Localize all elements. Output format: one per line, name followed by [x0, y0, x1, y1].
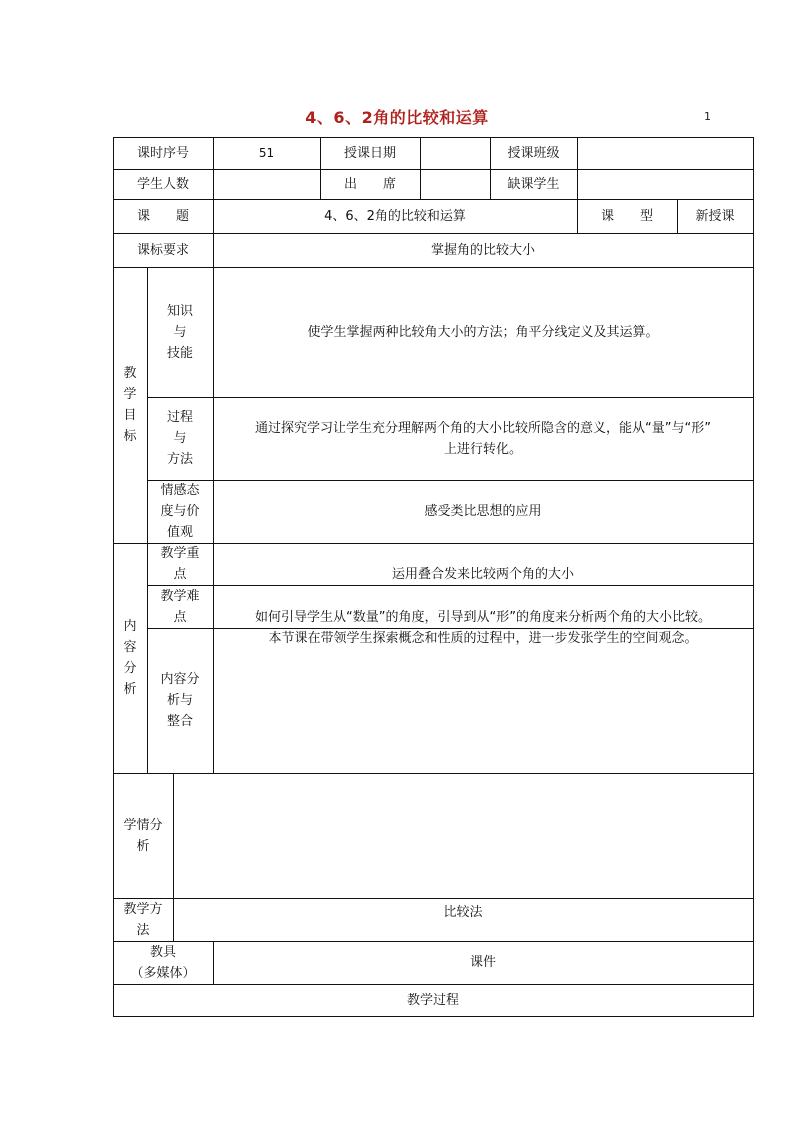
absent-value: [577, 169, 753, 199]
process-value: 通过探究学习让学生充分理解两个角的大小比较所隐含的意义，能从“量”与“形” 上进行转化。: [255, 420, 711, 457]
lesson-seq-value: 51: [258, 145, 275, 160]
type-label: 课 型: [600, 208, 653, 224]
learner-analysis-label: 学情分 析: [123, 817, 163, 854]
process-label: 过程 与 方法: [166, 410, 193, 467]
class-value: [577, 137, 753, 169]
knowledge-label: 知识 与 技能: [166, 303, 193, 361]
integration-value: 本节课在带领学生探索概念和性质的过程中，进一步发张学生的空间观念。: [268, 631, 698, 646]
knowledge-value: 使学生掌握两种比较角大小的方法；角平分线定义及其运算。: [307, 324, 659, 340]
students-value: [213, 169, 320, 199]
content-analysis-label: 内 容 分 析: [123, 619, 137, 697]
lesson-seq-label: 课时序号: [136, 145, 189, 161]
method-value: 比较法: [443, 905, 483, 920]
key-points-value: 运用叠合发来比较两个角的大小: [391, 567, 574, 582]
students-label: 学生人数: [136, 176, 189, 192]
learner-analysis-value: [173, 773, 753, 898]
curriculum-label: 课标要求: [136, 242, 189, 258]
page-number: 1: [704, 110, 711, 123]
key-points-label: 教学重 点: [160, 546, 200, 582]
difficulties-value: 如何引导学生从“数量”的角度，引导到从“形”的角度来分析两个角的大小比较。: [255, 610, 711, 625]
emotion-value: 感受类比思想的应用: [424, 504, 542, 519]
emotion-label: 情感态 度与价 值观: [160, 483, 200, 540]
lesson-date-label: 授课日期: [343, 145, 396, 161]
type-value: 新授课: [695, 208, 735, 224]
teaching-process-heading: 教学过程: [406, 992, 459, 1008]
tools-label: 教具 （多媒体）: [130, 944, 196, 981]
integration-label: 内容分 析与 整合: [160, 672, 200, 729]
teaching-goals-label: 教 学 目 标: [123, 366, 137, 444]
attendance-value: [420, 169, 490, 199]
method-label: 教学方 法: [123, 901, 163, 938]
class-label: 授课班级: [507, 145, 560, 161]
lesson-date-value: [420, 137, 490, 169]
tools-value: 课件: [469, 955, 496, 970]
topic-label: 课 题: [136, 208, 189, 224]
absent-label: 缺课学生: [507, 176, 560, 192]
document-title: 4、6、2角的比较和运算: [305, 108, 489, 127]
attendance-label: 出 席: [343, 176, 396, 192]
topic-value: 4、6、2角的比较和运算: [324, 208, 466, 224]
curriculum-value: 掌握角的比较大小: [430, 242, 535, 258]
difficulties-label: 教学难 点: [160, 588, 200, 625]
